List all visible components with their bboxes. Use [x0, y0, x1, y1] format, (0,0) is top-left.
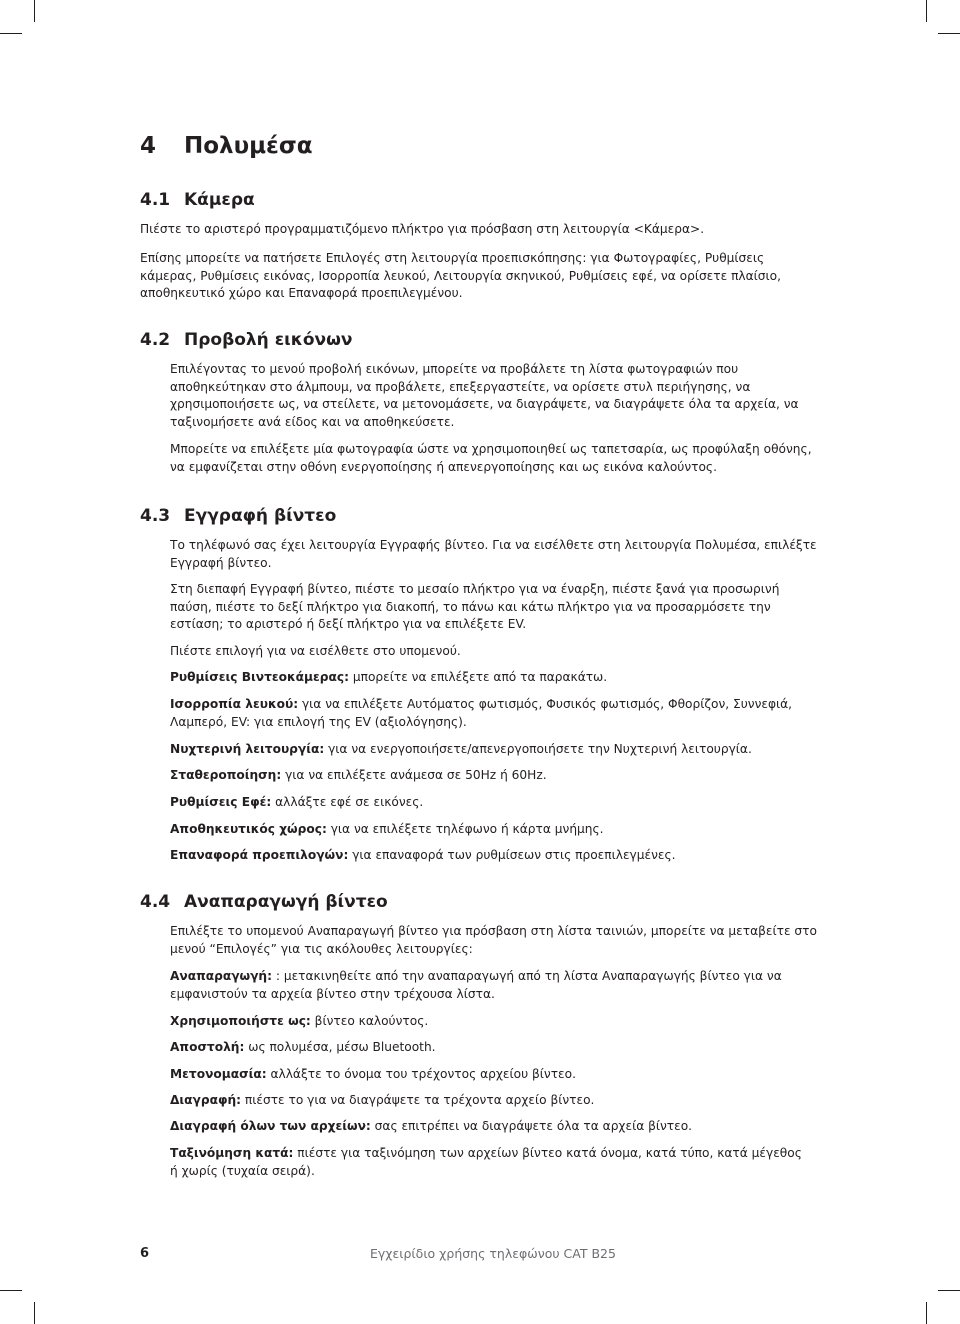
definition-text: σας επιτρέπει να διαγράψετε όλα τα αρχεία βίντεο.	[370, 1119, 693, 1133]
paragraph: Επίσης μπορείτε να πατήσετε Επιλογές στη λειτουργία προεπισκόπησης: για Φωτογραφίες, Ρυθμίσεις κάμερας, Ρυθμίσεις εικόνας, Ισορροπία λευκού, Λειτουργία σκηνικού, Ρυθμίσεις εφέ, να ορίσετε πλαίσιο, αποθηκευτικό χώρο και Επαναφορά προεπιλεγμένου.	[140, 251, 781, 300]
definition-item	[170, 767, 810, 785]
definition-term: Νυχτερινή λειτουργία:	[170, 742, 325, 756]
paragraph: Πιέστε το αριστερό προγραμματιζόμενο πλήκτρο για πρόσβαση στη λειτουργία <Κάμερα>.	[140, 222, 705, 236]
crop-mark	[34, 1302, 35, 1324]
definition-item	[170, 1013, 810, 1031]
definition-item	[170, 1066, 810, 1084]
definition-term: Αποστολή:	[170, 1040, 245, 1054]
definition-term: Χρησιμοποιήστε ως:	[170, 1014, 311, 1028]
definition-item	[170, 1145, 810, 1180]
definition-item	[170, 1092, 810, 1110]
definition-term: Ρυθμίσεις Εφέ:	[170, 795, 272, 809]
definition-term: Μετονομασία:	[170, 1067, 267, 1081]
definition-text: ως πολυμέσα, μέσω Bluetooth.	[244, 1040, 436, 1054]
paragraph: Στη διεπαφή Εγγραφή βίντεο, πιέστε το μεσαίο πλήκτρο για να έναρξη, πιέστε ξανά για προσωρινή παύση, πιέστε το δεξί πλήκτρο για διακοπή, το πάνω και κάτω πλήκτρο για να προσαρμόσετε την εστίαση; το αριστερό ή δεξί πλήκτρο για να επιλέξετε EV.	[170, 582, 780, 631]
definition-text: πιέστε το για να διαγράψετε τα τρέχοντα αρχείο βίντεο.	[241, 1093, 595, 1107]
paragraph: Μπορείτε να επιλέξετε μία φωτογραφία ώστε να χρησιμοποιηθεί ως ταπετσαρία, ως προφύλαξη οθόνης, να εμφανίζεται στην οθόνη ενεργοποίησης ή απενεργοποίησης και ως εικόνα καλούντος.	[170, 442, 812, 474]
definition-item	[170, 847, 810, 865]
footer-title: Εγχειρίδιο χρήσης τηλεφώνου CAT B25	[370, 1246, 616, 1261]
section-4-1-heading	[140, 190, 255, 210]
section-number: 4.3	[140, 506, 171, 526]
crop-mark	[0, 33, 22, 34]
section-number: 4.1	[140, 190, 171, 210]
section-4-2-heading	[140, 330, 352, 350]
definition-text: για να ενεργοποιήσετε/απενεργοποιήσετε την Νυχτερινή λειτουργία.	[324, 742, 752, 756]
chapter-title-text: Πολυμέσα	[184, 133, 313, 159]
definition-item	[170, 968, 790, 1003]
crop-mark	[938, 1290, 960, 1291]
section-title: Κάμερα	[184, 190, 255, 210]
section-title: Προβολή εικόνων	[184, 330, 353, 350]
definition-text: : μετακινηθείτε από την αναπαραγωγή από τη λίστα Αναπαραγωγής βίντεο για να εμφανιστούν τα αρχεία βίντεο στην τρέχουσα λίστα.	[170, 969, 782, 1001]
section-4-3-heading	[140, 506, 336, 526]
definition-text: πιέστε για ταξινόμηση των αρχείων βίντεο κατά όνομα, κατά τύπο, κατά μέγεθος ή χωρίς (τυχαία σειρά).	[170, 1146, 802, 1178]
paragraph: Πιέστε επιλογή για να εισέλθετε στο υπομενού.	[170, 644, 461, 658]
definition-text: μπορείτε να επιλέξετε από τα παρακάτω.	[349, 670, 608, 684]
definition-term: Σταθεροποίηση:	[170, 768, 282, 782]
section-4-4-heading	[140, 892, 388, 912]
crop-mark	[0, 1290, 22, 1291]
definition-term: Επαναφορά προεπιλογών:	[170, 848, 349, 862]
definition-item	[170, 821, 810, 839]
section-title: Αναπαραγωγή βίντεο	[184, 892, 388, 912]
definition-text: βίντεο καλούντος.	[310, 1014, 429, 1028]
crop-mark	[938, 33, 960, 34]
paragraph: Επιλέξτε το υπομενού Αναπαραγωγή βίντεο για πρόσβαση στη λίστα ταινιών, μπορείτε να μεταβείτε στο μενού “Επιλογές” για τις ακόλουθες λειτουργίες:	[170, 924, 817, 956]
definition-term: Αποθηκευτικός χώρος:	[170, 822, 327, 836]
definition-item	[170, 1118, 810, 1136]
definition-text: για επαναφορά των ρυθμίσεων στις προεπιλεγμένες.	[348, 848, 676, 862]
definition-text: αλλάξτε εφέ σε εικόνες.	[271, 795, 424, 809]
crop-mark	[34, 0, 35, 22]
definition-item	[170, 741, 810, 759]
definition-item	[170, 794, 810, 812]
definition-text: αλλάξτε το όνομα του τρέχοντος αρχείου βίντεο.	[266, 1067, 576, 1081]
definition-item	[170, 696, 810, 731]
definition-term: Ταξινόμηση κατά:	[170, 1146, 294, 1160]
paragraph: Επιλέγοντας το μενού προβολή εικόνων, μπορείτε να προβάλετε τη λίστα φωτογραφιών που αποθηκεύτηκαν στο άλμπουμ, να προβάλετε, επεξεργαστείτε, να ορίσετε στυλ περιήγησης, να χρησιμοποιήσετε ως, να στείλετε, να μετονομάσετε, να διαγράψετε, να διαγράψετε όλα τα αρχεία, να ταξινομήσετε ανά είδος και να αποθηκεύσετε.	[170, 362, 799, 429]
section-number: 4.4	[140, 892, 171, 912]
definition-term: Αναπαραγωγή:	[170, 969, 272, 983]
section-title: Εγγραφή βίντεο	[184, 506, 337, 526]
definition-term: Διαγραφή όλων των αρχείων:	[170, 1119, 371, 1133]
definition-text: για να επιλέξετε Αυτόματος φωτισμός, Φυσικός φωτισμός, Φθορίζον, Συννεφιά, Λαμπερό, EV: για επιλογή της EV (αξιολόγησης).	[170, 697, 793, 729]
paragraph: Το τηλέφωνό σας έχει λειτουργία Εγγραφής βίντεο. Για να εισέλθετε στη λειτουργία Πολυμέσα, επιλέξτε Εγγραφή βίντεο.	[170, 538, 817, 570]
definition-text: για να επιλέξετε ανάμεσα σε 50Hz ή 60Hz.	[281, 768, 547, 782]
definition-item	[170, 1039, 810, 1057]
chapter-number: 4	[140, 133, 157, 159]
page-number: 6	[140, 1246, 150, 1261]
definition-term: Διαγραφή:	[170, 1093, 242, 1107]
definition-term: Ισορροπία λευκού:	[170, 697, 299, 711]
section-number: 4.2	[140, 330, 171, 350]
definition-text: για να επιλέξετε τηλέφωνο ή κάρτα μνήμης.	[326, 822, 604, 836]
crop-mark	[926, 0, 927, 22]
chapter-title	[140, 133, 313, 159]
definition-item	[170, 669, 810, 687]
definition-term: Ρυθμίσεις Βιντεοκάμερας:	[170, 670, 349, 684]
crop-mark	[926, 1302, 927, 1324]
